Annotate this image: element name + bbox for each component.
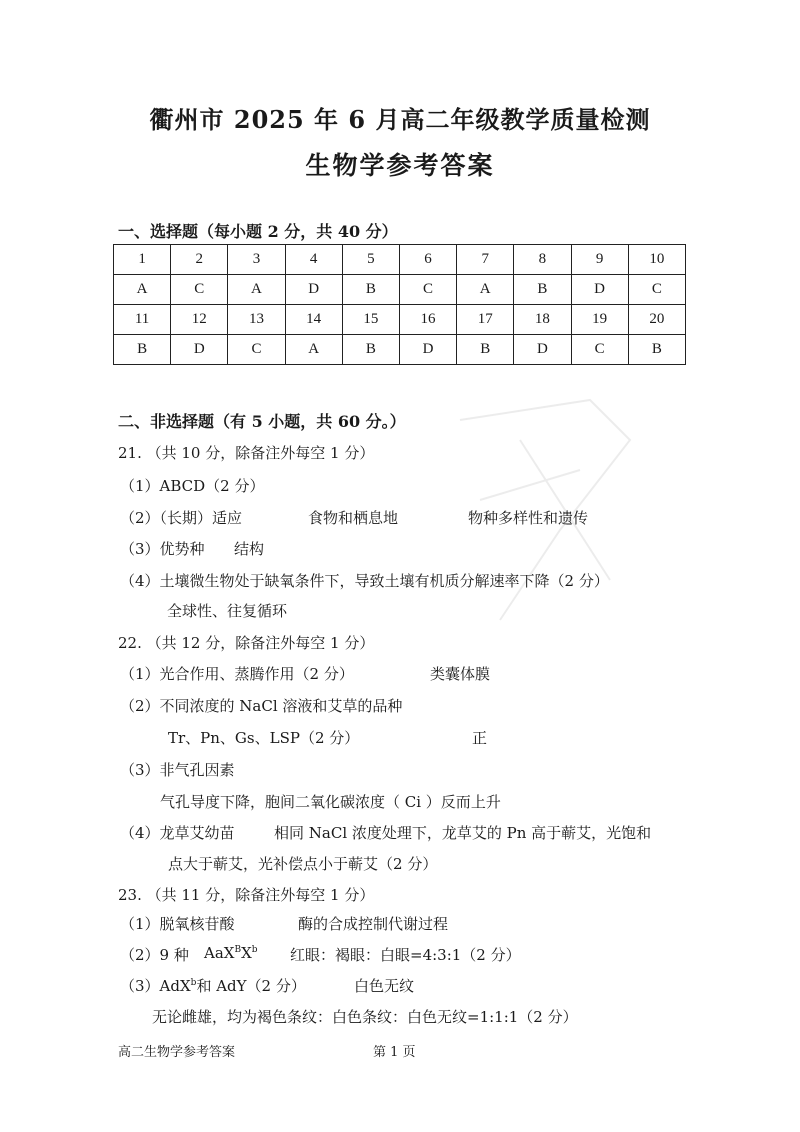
answer-cell: B (342, 275, 399, 305)
q23-answer-3 (120, 975, 640, 995)
question-number-cell: 18 (514, 305, 571, 335)
q22-answer-4: （3）非气孔因素 (120, 761, 235, 779)
answer-cell: B (457, 335, 514, 365)
answer-table-row (114, 335, 686, 365)
answer-cell: B (114, 335, 171, 365)
q21-answer-2b: 食物和栖息地 (308, 509, 399, 527)
q23-genotype: $AaX^BX^b$ (204, 944, 258, 962)
answer-cell: C (171, 275, 228, 305)
answer-table-row (114, 245, 686, 275)
q22-answer-6b: 相同 NaCl 浓度处理下，龙草艾的 Pn 高于蕲艾，光饱和 (274, 824, 652, 842)
question-number-cell: 5 (342, 245, 399, 275)
q21-answer-2 (120, 507, 680, 527)
q21-answer-5: 全球性、往复循环 (167, 602, 288, 620)
question-number-cell: 14 (285, 305, 342, 335)
question-number-cell: 2 (171, 245, 228, 275)
q23-answer-2a: （2）9 种 (120, 946, 189, 964)
q22-answer-3 (168, 727, 688, 747)
q21-answer-1: （1）ABCD（2 分） (120, 477, 265, 495)
answer-cell: D (514, 335, 571, 365)
answer-cell: A (285, 335, 342, 365)
q21-head: 21. （共 10 分，除备注外每空 1 分） (118, 444, 375, 462)
answer-cell: D (171, 335, 228, 365)
q22-answer-3b: 正 (472, 729, 488, 747)
question-number-cell: 7 (457, 245, 514, 275)
footer-doc-name: 高二生物学参考答案 (118, 1045, 236, 1060)
section-1-heading: 一、选择题（每小题 2 分，共 40 分） (118, 222, 398, 241)
q21-answer-2a: （2）（长期）适应 (120, 509, 243, 527)
answer-cell: C (399, 275, 456, 305)
q22-answer-5: 气孔导度下降，胞间二氧化碳浓度（ Ci ）反而上升 (160, 793, 501, 811)
question-number-cell: 10 (628, 245, 685, 275)
question-number-cell: 19 (571, 305, 628, 335)
q22-answer-6a: （4）龙草艾幼苗 (120, 824, 235, 842)
question-number-cell: 6 (399, 245, 456, 275)
answer-table-row (114, 305, 686, 335)
answer-cell: B (628, 335, 685, 365)
q22-answer-6 (120, 822, 690, 842)
q22-answer-1b: 类囊体膜 (430, 665, 491, 683)
q22-answer-7: 点大于蕲艾，光补偿点小于蕲艾（2 分） (168, 855, 438, 873)
q23-answer-1a: （1）脱氧核苷酸 (120, 915, 235, 933)
answer-table-row (114, 275, 686, 305)
page-subtitle: 生物学参考答案 (305, 151, 495, 180)
q21-answer-3a: （3）优势种 (120, 540, 205, 558)
answer-cell: C (571, 335, 628, 365)
question-number-cell: 1 (114, 245, 171, 275)
q22-head: 22. （共 12 分，除备注外每空 1 分） (118, 634, 375, 652)
question-number-cell: 4 (285, 245, 342, 275)
page-title: 衢州市 2025 年 6 月高二年级教学质量检测 (149, 105, 651, 134)
question-number-cell: 16 (399, 305, 456, 335)
answer-cell: A (228, 275, 285, 305)
q21-answer-2c: 物种多样性和遗传 (468, 509, 589, 527)
section-2-heading: 二、非选择题（有 5 小题，共 60 分。） (118, 412, 406, 431)
q22-answer-1a: （1）光合作用、蒸腾作用（2 分） (120, 665, 354, 683)
question-number-cell: 8 (514, 245, 571, 275)
q23-head: 23. （共 11 分，除备注外每空 1 分） (118, 886, 375, 904)
q22-answer-3a: Tr、Pn、Gs、LSP（2 分） (168, 729, 360, 747)
question-number-cell: 15 (342, 305, 399, 335)
q21-answer-3b: 结构 (234, 540, 265, 558)
q23-answer-2 (120, 944, 640, 964)
q23-answer-3b: 白色无纹 (354, 977, 415, 995)
answer-cell: D (285, 275, 342, 305)
q23-answer-1 (120, 913, 640, 933)
q23-answer-2c: 红眼：褐眼：白眼=4:3:1（2 分） (290, 946, 521, 964)
answer-cell: A (114, 275, 171, 305)
question-number-cell: 3 (228, 245, 285, 275)
question-number-cell: 13 (228, 305, 285, 335)
answer-cell: A (457, 275, 514, 305)
question-number-cell: 17 (457, 305, 514, 335)
q22-answer-2: （2）不同浓度的 NaCl 溶液和艾草的品种 (120, 697, 403, 715)
answer-table (113, 244, 686, 365)
q23-answer-4: 无论雌雄，均为褐色条纹：白色条纹：白色无纹=1:1:1（2 分） (152, 1008, 578, 1026)
question-number-cell: 11 (114, 305, 171, 335)
question-number-cell: 20 (628, 305, 685, 335)
q23-answer-1b: 酶的合成控制代谢过程 (298, 915, 449, 933)
answer-cell: B (514, 275, 571, 305)
answer-cell: C (628, 275, 685, 305)
question-number-cell: 9 (571, 245, 628, 275)
answer-cell: D (399, 335, 456, 365)
q21-answer-4: （4）土壤微生物处于缺氧条件下，导致土壤有机质分解速率下降（2 分） (120, 572, 609, 590)
q22-answer-1 (120, 663, 680, 683)
q23-answer-3a: （3）AdX$^b$和 AdY（2 分） (120, 977, 306, 995)
answer-cell: D (571, 275, 628, 305)
answer-cell: C (228, 335, 285, 365)
q21-answer-3 (120, 538, 420, 558)
footer-page-number: 第 1 页 (373, 1045, 416, 1060)
answer-cell: B (342, 335, 399, 365)
question-number-cell: 12 (171, 305, 228, 335)
